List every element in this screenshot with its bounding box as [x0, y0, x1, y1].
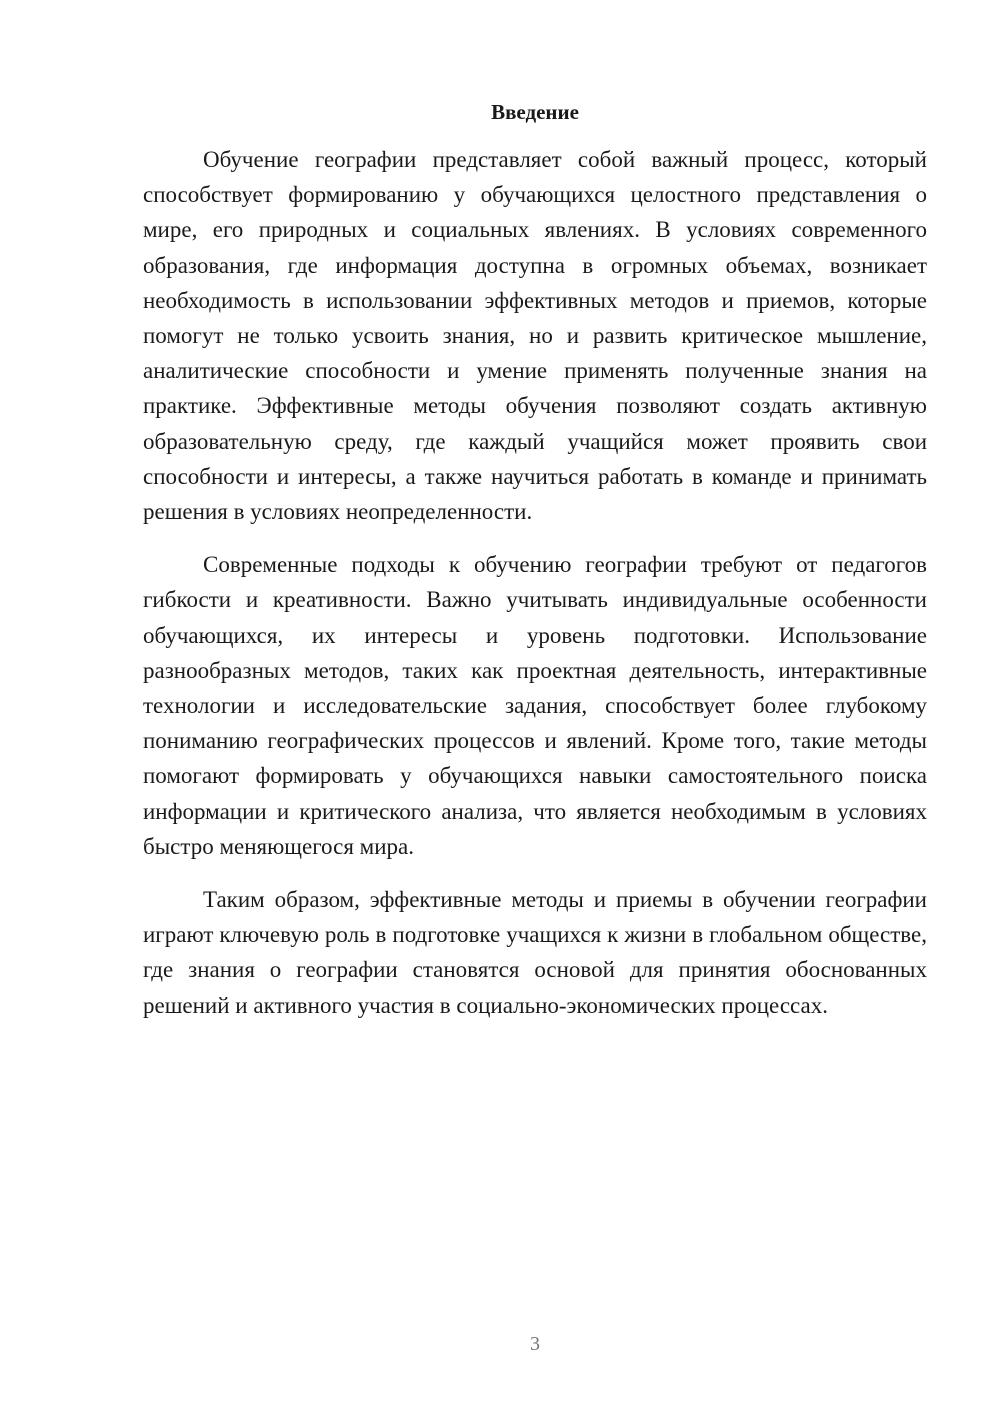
paragraph-1: Обучение географии представляет собой важный процесс, который способствует формированию у обучающихся целостного представления о мире, его природных и социальных явлениях. В условиях современного образования, где информация доступна в огромных объемах, возникает необходимость в использовании эффективных методов и приемов, которые помогут не только усвоить знания, но и развить критическое мышление, аналитические способности и умение применять полученные знания на практике. Эффективные методы обучения позволяют создать активную образовательную среду, где каждый учащийся может проявить свои способности и интересы, а также научиться работать в команде и принимать решения в условиях неопределенности. — [143, 147, 927, 525]
paragraph-3: Таким образом, эффективные методы и приемы в обучении географии играют ключевую роль в подготовке учащихся к жизни в глобальном обществе, где знания о географии становятся основой для принятия обоснованных решений и активного участия в социально-экономических процессах. — [143, 887, 927, 1018]
document-body — [143, 142, 927, 1041]
paragraph-2: Современные подходы к обучению географии требуют от педагогов гибкости и креативности. Важно учитывать индивидуальные особенности обучающихся, их интересы и уровень подготовки. Использование разнообразных методов, таких как проектная деятельность, интерактивные технологии и исследовательские задания, способствует более глубокому пониманию географических процессов и явлений. Кроме того, такие методы помогают формировать у обучающихся навыки самостоятельного поиска информации и критического анализа, что является необходимым в условиях быстро меняющегося мира. — [143, 552, 927, 859]
page-number: 3 — [530, 1333, 540, 1355]
page-title: Введение — [491, 100, 579, 124]
